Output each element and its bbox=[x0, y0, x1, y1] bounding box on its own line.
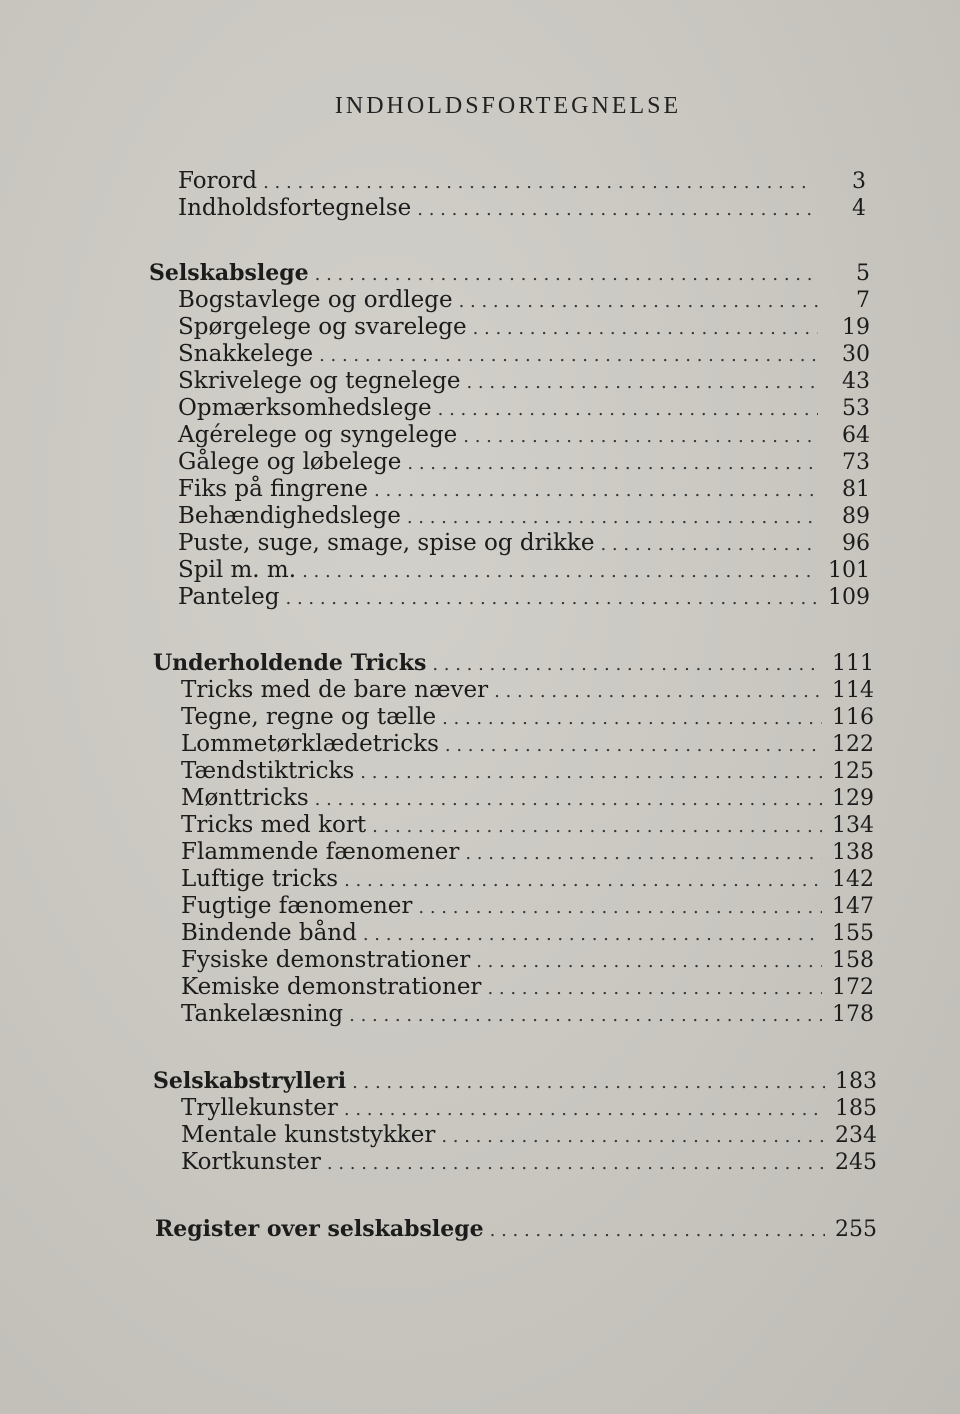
dot-leader bbox=[417, 195, 814, 225]
toc-entry-title: Tricks med de bare næver bbox=[181, 677, 489, 703]
toc-entry bbox=[178, 312, 870, 342]
toc-entry-title: Tændstiktricks bbox=[181, 758, 355, 784]
toc-page-number: 64 bbox=[842, 423, 870, 448]
toc-entry-title: Tegne, regne og tælle bbox=[181, 704, 437, 730]
toc-entry-title: Forord bbox=[178, 168, 258, 194]
toc-page-number: 122 bbox=[832, 732, 874, 757]
dot-leader bbox=[327, 1149, 825, 1179]
toc-page-number: 101 bbox=[828, 558, 870, 583]
toc-entry bbox=[181, 837, 874, 867]
toc-entry bbox=[181, 810, 874, 840]
toc-page-number: 155 bbox=[832, 921, 874, 946]
toc-entry-title: Behændighedslege bbox=[178, 503, 401, 529]
toc-page-number: 96 bbox=[842, 531, 870, 556]
toc-page-number: 245 bbox=[835, 1150, 877, 1175]
toc-entry-title: Fugtige fænomener bbox=[181, 893, 413, 919]
toc-entry bbox=[178, 474, 870, 504]
toc-entry-title: Snakkelege bbox=[178, 341, 314, 367]
toc-page-number: 183 bbox=[835, 1069, 877, 1094]
toc-entry bbox=[178, 166, 866, 196]
toc-entry bbox=[181, 1147, 877, 1177]
toc-page-number: 111 bbox=[832, 651, 874, 676]
toc-entry bbox=[178, 339, 870, 369]
toc-page-number: 73 bbox=[842, 450, 870, 475]
toc-page-number: 134 bbox=[832, 813, 874, 838]
toc-page-number: 147 bbox=[832, 894, 874, 919]
toc-entry bbox=[181, 702, 874, 732]
toc-entry-title: Mønttricks bbox=[181, 785, 309, 811]
toc-entry bbox=[178, 447, 870, 477]
toc-page-number: 5 bbox=[856, 261, 870, 286]
toc-entry-title: Selskabslege bbox=[149, 260, 309, 286]
toc-entry bbox=[181, 972, 874, 1002]
toc-page-number: 19 bbox=[842, 315, 870, 340]
toc-entry-title: Indholdsfortegnelse bbox=[178, 195, 412, 221]
toc-entry bbox=[181, 729, 874, 759]
toc-entry-title: Lommetørklædetricks bbox=[181, 731, 439, 757]
toc-entry-title: Tryllekunster bbox=[181, 1095, 338, 1121]
toc-page-number: 81 bbox=[842, 477, 870, 502]
toc-entry-title: Kemiske demonstrationer bbox=[181, 974, 482, 1000]
toc-entry bbox=[181, 675, 874, 705]
toc-page-number: 7 bbox=[856, 288, 870, 313]
toc-page-number: 158 bbox=[832, 948, 874, 973]
toc-entry-title: Fysiske demonstrationer bbox=[181, 947, 471, 973]
toc-page-number: 142 bbox=[832, 867, 874, 892]
toc-page-number: 109 bbox=[828, 585, 870, 610]
toc-entry bbox=[178, 420, 870, 450]
toc-page-number: 43 bbox=[842, 369, 870, 394]
toc-page-number: 3 bbox=[852, 169, 866, 194]
toc-page-number: 53 bbox=[842, 396, 870, 421]
toc-page-number: 255 bbox=[835, 1217, 877, 1242]
toc-entry-title: Puste, suge, smage, spise og drikke bbox=[178, 530, 595, 556]
toc-entry-title: Panteleg bbox=[178, 584, 280, 610]
toc-entry-title: Bogstavlege og ordlege bbox=[178, 287, 453, 313]
toc-entry bbox=[181, 756, 874, 786]
dot-leader bbox=[349, 1001, 822, 1031]
toc-page-number: 116 bbox=[832, 705, 874, 730]
toc-entry-title: Register over selskabslege bbox=[155, 1216, 484, 1242]
toc-entry-title: Tankelæsning bbox=[181, 1001, 344, 1027]
toc-entry bbox=[181, 1093, 877, 1123]
toc-entry bbox=[178, 582, 870, 612]
toc-entry bbox=[181, 864, 874, 894]
toc-entry-title: Fiks på fingrene bbox=[178, 476, 369, 502]
toc-entry-title: Tricks med kort bbox=[181, 812, 367, 838]
toc-entry-title: Mentale kunststykker bbox=[181, 1122, 436, 1148]
toc-entry bbox=[178, 555, 870, 585]
toc-entry bbox=[181, 918, 874, 948]
toc-entry-title: Gålege og løbelege bbox=[178, 449, 402, 475]
toc-entry-title: Underholdende Tricks bbox=[153, 650, 427, 676]
toc-page-number: 114 bbox=[832, 678, 874, 703]
toc-entry-title: Skrivelege og tegnelege bbox=[178, 368, 461, 394]
toc-section-heading bbox=[155, 1214, 877, 1244]
toc-page-number: 178 bbox=[832, 1002, 874, 1027]
toc-entry-title: Agérelege og syngelege bbox=[178, 422, 458, 448]
toc-entry bbox=[178, 285, 870, 315]
toc-page-number: 30 bbox=[842, 342, 870, 367]
toc-page-number: 4 bbox=[852, 196, 866, 221]
toc-page-number: 234 bbox=[835, 1123, 877, 1148]
toc-entry bbox=[178, 528, 870, 558]
toc-entry-title: Flammende fænomener bbox=[181, 839, 460, 865]
toc-entry bbox=[181, 999, 874, 1029]
toc-entry bbox=[181, 1120, 877, 1150]
toc-entry-title: Bindende bånd bbox=[181, 920, 357, 946]
toc-entry-title: Luftige tricks bbox=[181, 866, 339, 892]
toc-page-number: 129 bbox=[832, 786, 874, 811]
toc-entry bbox=[178, 366, 870, 396]
toc-entry bbox=[181, 891, 874, 921]
toc-entry bbox=[181, 783, 874, 813]
toc-page-number: 138 bbox=[832, 840, 874, 865]
toc-page-number: 89 bbox=[842, 504, 870, 529]
toc-entry-title: Kortkunster bbox=[181, 1149, 321, 1175]
toc-entry bbox=[178, 501, 870, 531]
toc-entry bbox=[178, 193, 866, 223]
toc-entry-title: Opmærksomhedslege bbox=[178, 395, 432, 421]
toc-section-heading bbox=[153, 648, 874, 678]
dot-leader bbox=[286, 584, 818, 614]
toc-section-heading bbox=[149, 258, 870, 288]
toc-page-number: 125 bbox=[832, 759, 874, 784]
toc-entry-title: Spørgelege og svarelege bbox=[178, 314, 467, 340]
toc-entry bbox=[181, 945, 874, 975]
page-title: INDHOLDSFORTEGNELSE bbox=[334, 93, 682, 119]
toc-entry-title: Selskabstrylleri bbox=[153, 1068, 347, 1094]
toc-page-number: 185 bbox=[835, 1096, 877, 1121]
toc-section-heading bbox=[153, 1066, 877, 1096]
toc-entry-title: Spil m. m. bbox=[178, 557, 297, 583]
toc-page-number: 172 bbox=[832, 975, 874, 1000]
toc-entry bbox=[178, 393, 870, 423]
dot-leader bbox=[490, 1216, 825, 1246]
